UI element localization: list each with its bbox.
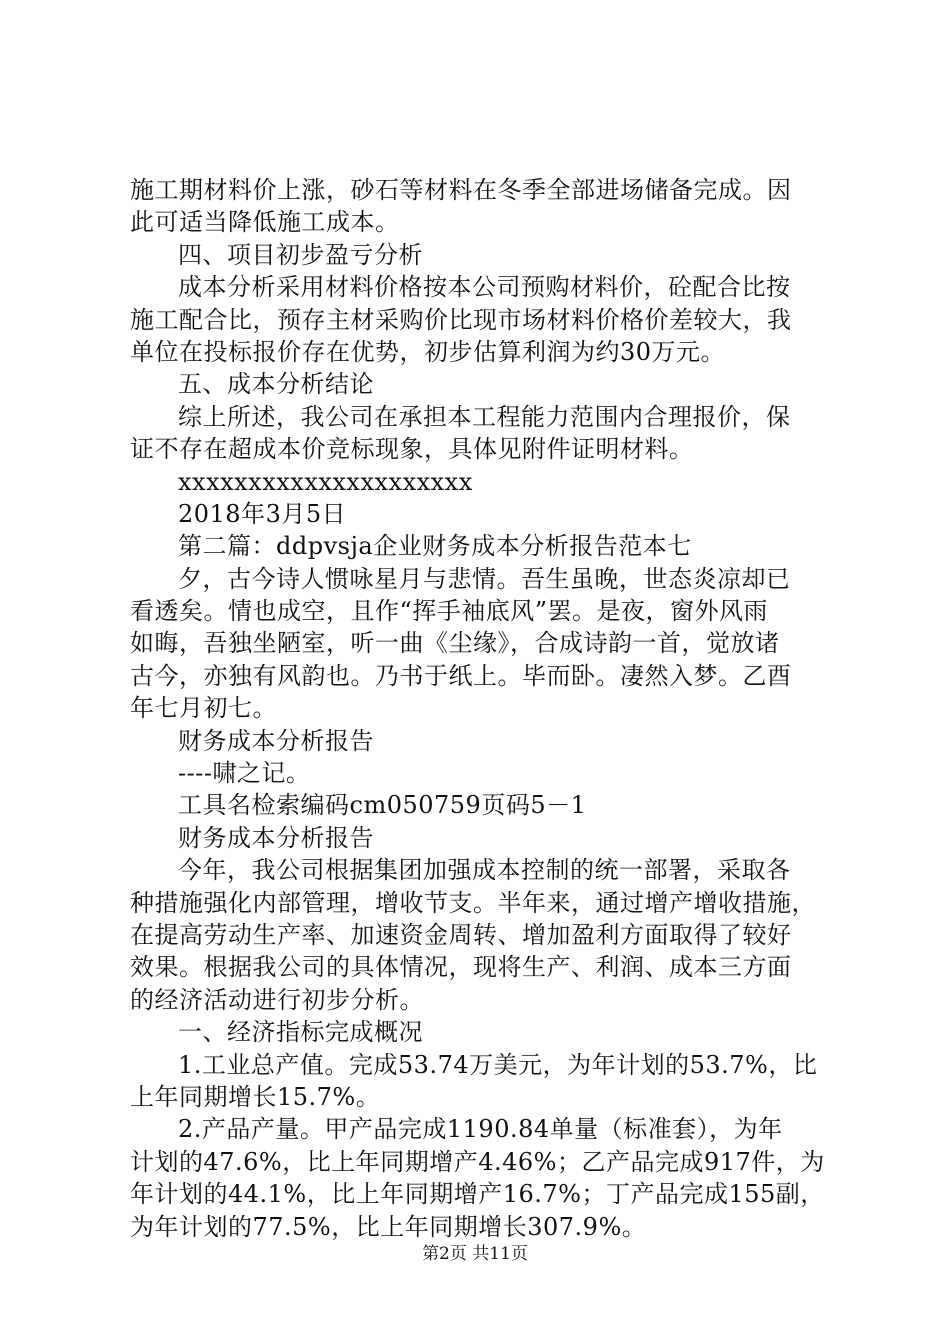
text-line: ----啸之记。 — [178, 759, 311, 788]
signature-line: xxxxxxxxxxxxxxxxxxxxx — [178, 467, 473, 496]
report-title: 财务成本分析报告 — [178, 726, 374, 755]
text-line: 计划的47.6%，比上年同期增产4.46%；乙产品完成917件，为 — [130, 1147, 825, 1176]
text-line: 今年，我公司根据集团加强成本控制的统一部署，采取各 — [178, 856, 791, 885]
text-line: 综上所述，我公司在承担本工程能力范围内合理报价，保 — [178, 402, 791, 431]
page-number-footer: 第2页 共11页 — [422, 1244, 528, 1264]
chapter-title: 第二篇：ddpvsja企业财务成本分析报告范本七 — [178, 532, 692, 561]
text-line: 效果。根据我公司的具体情况，现将生产、利润、成本三方面 — [130, 953, 792, 982]
text-line: 在提高劳动生产率、加速资金周转、增加盈利方面取得了较好 — [130, 920, 792, 949]
text-line: 为年计划的77.5%，比上年同期增长307.9%。 — [130, 1212, 647, 1241]
text-line: 古今，亦独有风韵也。乃书于纸上。毕而卧。凄然入梦。乙酉 — [130, 661, 792, 690]
report-title: 财务成本分析报告 — [178, 823, 374, 852]
text-line: 证不存在超成本价竞标现象，具体见附件证明材料。 — [130, 435, 694, 464]
text-line: 年七月初七。 — [130, 694, 277, 723]
section-heading: 四、项目初步盈亏分析 — [178, 240, 423, 269]
text-line: 工具名检索编码cm050759页码5－1 — [178, 791, 587, 820]
text-line: 如晦，吾独坐陋室，听一曲《尘缘》，合成诗韵一首，觉放诸 — [130, 629, 780, 658]
text-line: 成本分析采用材料价格按本公司预购材料价，砼配合比按 — [178, 273, 791, 302]
text-line: 种措施强化内部管理，增收节支。半年来，通过增产增收措施， — [130, 888, 816, 917]
text-line: 施工配合比，预存主材采购价比现市场材料价格价差较大，我 — [130, 305, 792, 334]
text-line: 2.产品产量。甲产品完成1190.84单量（标准套），为年 — [178, 1115, 783, 1144]
text-line: 单位在投标报价存在优势，初步估算利润为约30万元。 — [130, 337, 726, 366]
text-line: 此可适当降低施工成本。 — [130, 208, 400, 237]
text-line: 1.工业总产值。完成53.74万美元，为年计划的53.7%，比 — [178, 1050, 818, 1079]
document-body — [130, 174, 830, 1243]
section-heading: 五、成本分析结论 — [178, 370, 374, 399]
text-line: 夕，古今诗人惯咏星月与悲情。吾生虽晚，世态炎凉却已 — [178, 564, 791, 593]
section-heading: 一、经济指标完成概况 — [178, 1018, 423, 1047]
text-line: 上年同期增长15.7%。 — [130, 1082, 381, 1111]
date-line: 2018年3月5日 — [178, 499, 347, 528]
text-line: 年计划的44.1%，比上年同期增产16.7%；丁产品完成155副， — [130, 1180, 825, 1209]
text-line: 施工期材料价上涨，砂石等材料在冬季全部进场储备完成。因 — [130, 176, 792, 204]
text-line: 的经济活动进行初步分析。 — [130, 985, 424, 1014]
text-line: 看透矣。情也成空，且作“挥手袖底风”罢。是夜，窗外风雨 — [130, 597, 769, 626]
